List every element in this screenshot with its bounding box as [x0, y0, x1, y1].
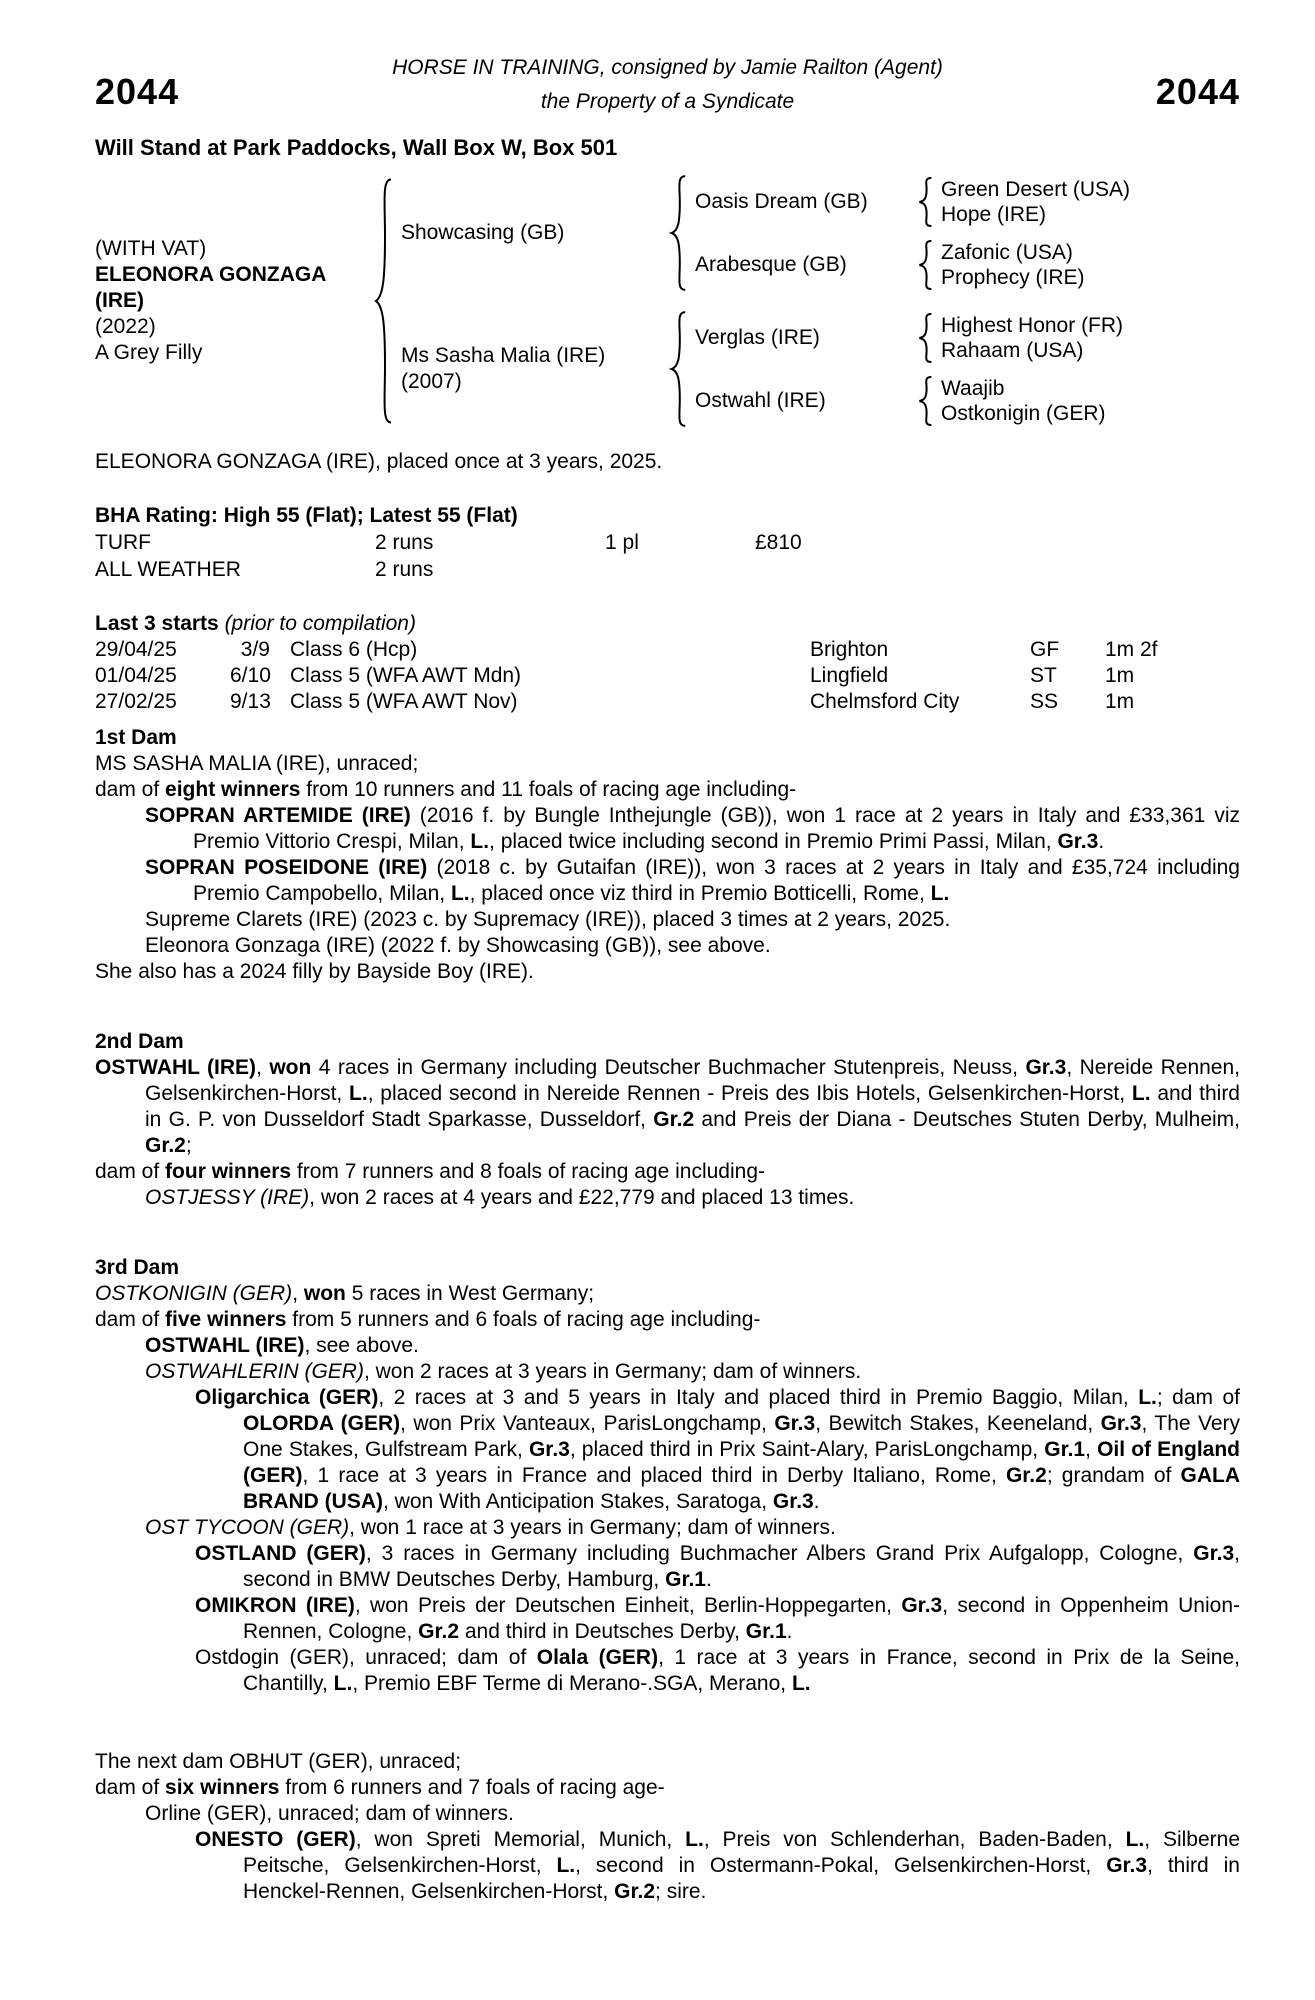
great-grandparents	[941, 240, 1085, 290]
pedigree-brace-small	[917, 177, 933, 227]
consignor-line: HORSE IN TRAINING, consigned by Jamie Railton (Agent)	[392, 56, 943, 79]
pedigree-brace-small	[917, 313, 933, 363]
grandparent-name: Oasis Dream (GB)	[695, 189, 868, 213]
horse-identity	[95, 236, 373, 366]
granddam-branch	[695, 240, 1130, 290]
last-start-row	[95, 689, 1240, 715]
pedigree-brace-small	[917, 240, 933, 290]
table-cell: GF	[1030, 638, 1060, 661]
table-cell: Class 5 (WFA AWT Mdn)	[290, 664, 522, 687]
table-cell	[605, 556, 755, 583]
granddam-branch	[695, 376, 1123, 426]
horse-name: ELEONORA GONZAGA (IRE)	[95, 263, 326, 312]
vat-note: (WITH VAT)	[95, 237, 207, 260]
last-starts-subtitle: (prior to compilation)	[218, 612, 416, 635]
produce-paragraph: dam of four winners from 7 runners and 8 foals of racing age including-	[95, 1160, 765, 1183]
table-cell: 1 pl	[605, 531, 639, 554]
great-grandparent-name: Green Desert (USA)	[941, 177, 1131, 201]
pedigree-brace-sire	[669, 175, 687, 291]
table-cell: 01/04/25	[95, 664, 177, 687]
table-cell: 29/04/25	[95, 638, 177, 661]
property-line: the Property of a Syndicate	[540, 90, 795, 113]
parents-column	[401, 175, 1130, 427]
lot-number-left: 2044	[95, 71, 180, 112]
produce-paragraph: OSTKONIGIN (GER), won 5 races in West Germany;	[95, 1282, 595, 1305]
dam-branch	[401, 311, 1130, 427]
pedigree-brace-dam	[669, 311, 687, 427]
lot-header-row	[95, 71, 1240, 127]
colour-sex: A Grey Filly	[95, 341, 203, 364]
pedigree-brace-outer	[373, 177, 393, 425]
produce-paragraph: The next dam OBHUT (GER), unraced;	[95, 1750, 462, 1773]
table-cell: 9/13	[230, 690, 271, 713]
produce-paragraph: SOPRAN POSEIDONE (IRE) (2018 c. by Gutaifan (IRE)), won 3 races at 2 years in Italy and £35,724 including Premio Campobello, Milan, L., placed once viz third in Premio Botticelli, Rome, L.	[145, 856, 1240, 905]
grandparent-name: Ostwahl (IRE)	[695, 388, 826, 412]
table-cell: 3/9	[240, 638, 270, 661]
produce-paragraph: Supreme Clarets (IRE) (2023 c. by Supremacy (IRE)), placed 3 times at 2 years, 2025.	[145, 908, 951, 931]
table-cell: 1m	[1105, 690, 1135, 713]
produce-paragraph: dam of five winners from 5 runners and 6 foals of racing age including-	[95, 1308, 761, 1331]
last-start-row	[95, 637, 1240, 663]
grandsire-branch	[695, 177, 1130, 227]
great-grandparents	[941, 376, 1106, 426]
table-cell	[755, 556, 1240, 583]
last-starts-heading	[95, 611, 1240, 637]
great-grandparent-name: Hope (IRE)	[941, 202, 1047, 226]
table-cell: £810	[755, 531, 802, 554]
bha-rating-heading: BHA Rating: High 55 (Flat); Latest 55 (Flat)	[95, 504, 518, 527]
bha-row	[95, 556, 1240, 583]
stand-location: Will Stand at Park Paddocks, Wall Box W, Box 501	[95, 135, 618, 160]
produce-paragraph: OSTWAHLERIN (GER), won 2 races at 3 years in Germany; dam of winners.	[145, 1360, 862, 1383]
dam-name	[401, 343, 669, 395]
grandparent-name: Arabesque (GB)	[695, 252, 847, 276]
dam-grandparents	[695, 313, 1123, 426]
grandparent-name: Verglas (IRE)	[695, 325, 820, 349]
dam-name-line: Ms Sasha Malia (IRE)	[401, 344, 606, 367]
table-cell: 2 runs	[375, 558, 434, 581]
great-grandparent-name: Zafonic (USA)	[941, 240, 1073, 264]
pedigree-tree	[95, 175, 1240, 427]
dam-year: (2007)	[401, 370, 462, 393]
produce-record	[95, 725, 1240, 1905]
table-cell: Class 6 (Hcp)	[290, 638, 418, 661]
great-grandparent-name: Highest Honor (FR)	[941, 313, 1124, 337]
great-grandparent-name: Prophecy (IRE)	[941, 265, 1085, 289]
race-summary: ELEONORA GONZAGA (IRE), placed once at 3 years, 2025.	[95, 450, 663, 473]
last-starts-title: Last 3 starts	[95, 612, 219, 635]
great-grandparent-name: Rahaam (USA)	[941, 338, 1084, 362]
last-starts-table	[95, 637, 1240, 715]
produce-paragraph: OSTWAHL (IRE), see above.	[145, 1334, 419, 1357]
table-cell: Lingfield	[810, 664, 889, 687]
table-cell: 1m	[1105, 664, 1135, 687]
great-grandparent-name: Ostkonigin (GER)	[941, 401, 1106, 425]
foaling-year: (2022)	[95, 315, 156, 338]
bha-row	[95, 529, 1240, 556]
grandsire-branch	[695, 313, 1123, 363]
great-grandparents	[941, 177, 1130, 227]
produce-paragraph: dam of six winners from 6 runners and 7 foals of racing age-	[95, 1776, 665, 1799]
table-cell: Brighton	[810, 638, 889, 661]
lot-number-right: 2044	[1155, 71, 1240, 112]
sire-grandparents	[695, 177, 1130, 290]
produce-paragraph: Oligarchica (GER), 2 races at 3 and 5 years in Italy and placed third in Premio Baggio, Milan, L.; dam of OLORDA (GER), won Prix Vanteaux, ParisLongchamp, Gr.3, Bewitch Stakes, Keeneland, Gr.3, The Very One Stakes, Gulfstream Park, Gr.3, placed third in Prix Saint-Alary, ParisLongchamp, Gr.1, Oil of England (GER), 1 race at 3 years in France and placed third in Derby Italiano, Rome, Gr.2; grandam of GALA BRAND (USA), won With Anticipation Stakes, Saratoga, Gr.3.	[195, 1386, 1241, 1513]
table-cell: 6/10	[230, 664, 271, 687]
table-cell: 2 runs	[375, 531, 434, 554]
great-grandparent-name: Waajib	[941, 376, 1005, 400]
table-cell: SS	[1030, 690, 1059, 713]
produce-paragraph: dam of eight winners from 10 runners and 11 foals of racing age including-	[95, 778, 797, 801]
produce-paragraph: OSTJESSY (IRE), won 2 races at 4 years and £22,779 and placed 13 times.	[145, 1186, 855, 1209]
table-cell: Class 5 (WFA AWT Nov)	[290, 690, 518, 713]
last-start-row	[95, 663, 1240, 689]
produce-paragraph: OST TYCOON (GER), won 1 race at 3 years in Germany; dam of winners.	[145, 1516, 836, 1539]
produce-paragraph: Orline (GER), unraced; dam of winners.	[145, 1802, 514, 1825]
table-cell: Chelmsford City	[810, 690, 960, 713]
table-cell: 1m 2f	[1105, 638, 1158, 661]
table-cell: 27/02/25	[95, 690, 177, 713]
produce-paragraph: ONESTO (GER), won Spreti Memorial, Munich, L., Preis von Schlenderhan, Baden-Baden, L., Silberne Peitsche, Gelsenkirchen-Horst, L., second in Ostermann-Pokal, Gelsenkirchen-Horst, Gr.3, third in Henckel-Rennen, Gelsenkirchen-Horst, Gr.2; sire.	[195, 1828, 1241, 1903]
produce-paragraph: MS SASHA MALIA (IRE), unraced;	[95, 752, 419, 775]
sire-name: Showcasing (GB)	[401, 221, 565, 244]
bha-rating-table	[95, 529, 1240, 583]
sire-branch	[401, 175, 1130, 291]
dam-section-heading: 2nd Dam	[95, 1030, 184, 1053]
produce-paragraph: She also has a 2024 filly by Bayside Boy (IRE).	[95, 960, 534, 983]
produce-paragraph: Ostdogin (GER), unraced; dam of Olala (GER), 1 race at 3 years in France, second in Prix de la Seine, Chantilly, L., Premio EBF Terme di Merano-.SGA, Merano, L.	[195, 1646, 1240, 1695]
produce-paragraph: OSTLAND (GER), 3 races in Germany including Buchmacher Albers Grand Prix Aufgalopp, Cologne, Gr.3, second in BMW Deutsches Derby, Hamburg, Gr.1.	[195, 1542, 1240, 1591]
great-grandparents	[941, 313, 1123, 363]
dam-section-heading: 3rd Dam	[95, 1256, 180, 1279]
produce-paragraph: OSTWAHL (IRE), won 4 races in Germany including Deutscher Buchmacher Stutenpreis, Neuss, Gr.3, Nereide Rennen, Gelsenkirchen-Horst, L., placed second in Nereide Rennen - Preis des Ibis Hotels, Gelsenkirchen-Horst, L. and third in G. P. von Dusseldorf Stadt Sparkasse, Dusseldorf, Gr.2 and Preis der Diana - Deutsches Stuten Derby, Mulheim, Gr.2;	[95, 1056, 1240, 1157]
pedigree-brace-small	[917, 376, 933, 426]
dam-section-heading: 1st Dam	[95, 726, 177, 749]
produce-paragraph: OMIKRON (IRE), won Preis der Deutschen Einheit, Berlin-Hoppegarten, Gr.3, second in Oppenheim Union-Rennen, Cologne, Gr.2 and third in Deutsches Derby, Gr.1.	[195, 1594, 1240, 1643]
table-cell: ALL WEATHER	[95, 558, 241, 581]
table-cell: ST	[1030, 664, 1057, 687]
produce-paragraph: Eleonora Gonzaga (IRE) (2022 f. by Showcasing (GB)), see above.	[145, 934, 771, 957]
table-cell: TURF	[95, 531, 151, 554]
produce-paragraph: SOPRAN ARTEMIDE (IRE) (2016 f. by Bungle Inthejungle (GB)), won 1 race at 2 years in Italy and £33,361 viz Premio Vittorio Crespi, Milan, L., placed twice including second in Premio Primi Passi, Milan, Gr.3.	[145, 804, 1240, 853]
